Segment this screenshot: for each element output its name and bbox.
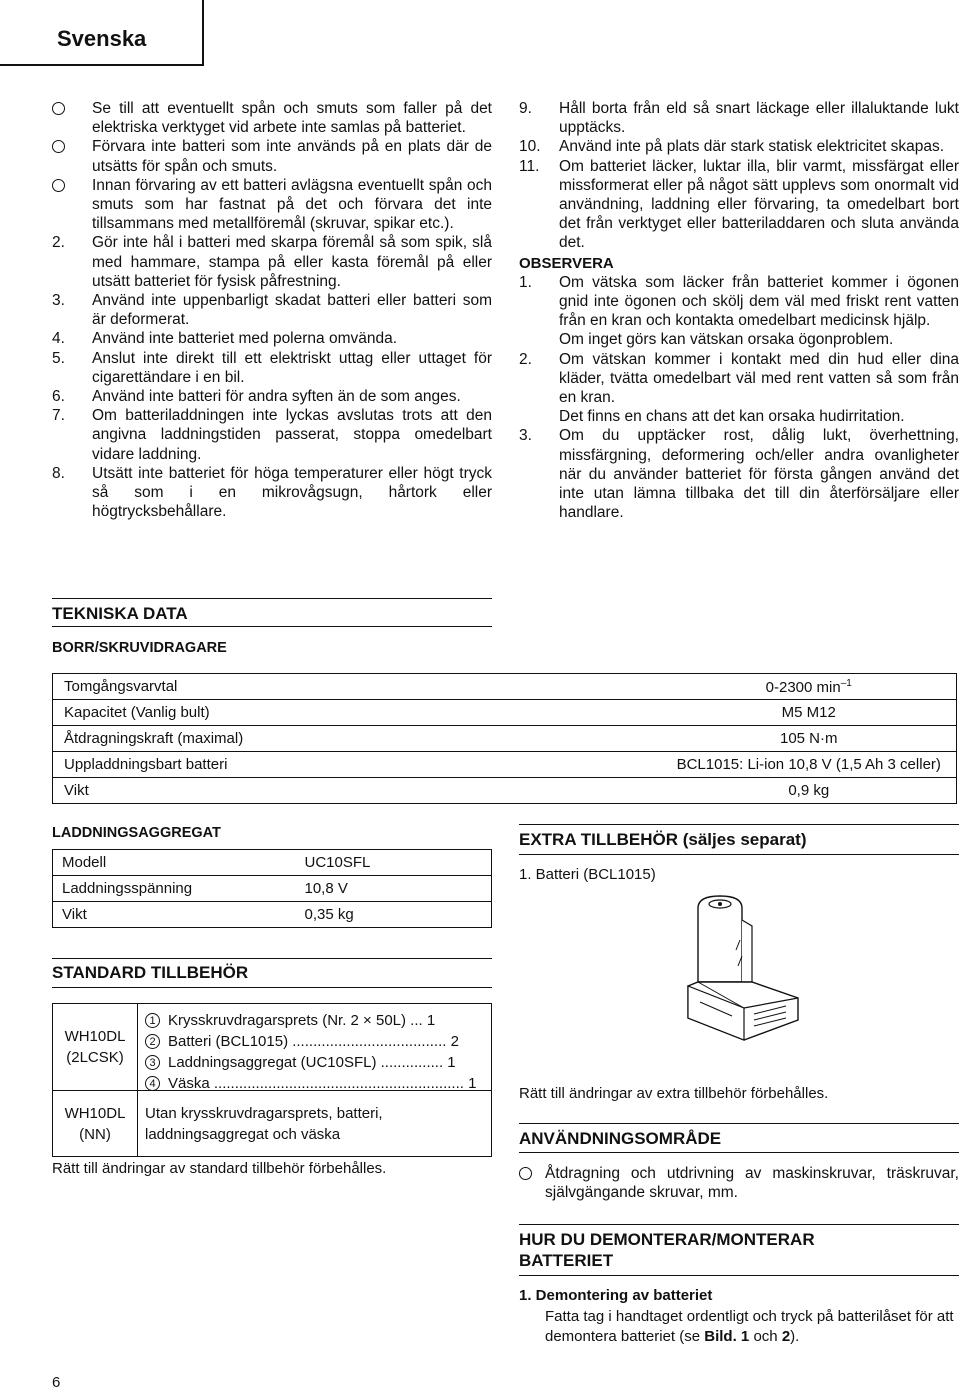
model1-line2: (2LCSK) xyxy=(66,1049,124,1066)
list-item xyxy=(52,329,492,348)
demontera-step-title: 1. Demontering av batteriet xyxy=(519,1287,713,1304)
item-text: Om vätskan kommer i kontakt med din hud eller dina kläder, tvätta omedelbart väl med rent vatten så som från en kran. xyxy=(559,350,959,407)
spec-label: Uppladdningsbart batteri xyxy=(53,752,303,778)
item-text: Anslut inte direkt till ett elektriskt uttag eller uttaget för cigarettändare i en bil. xyxy=(92,349,492,386)
bullet-circle-icon xyxy=(519,1167,532,1180)
list-item xyxy=(52,387,492,406)
item-text: Innan förvaring av ett batteri avlägsna eventuellt spån och smuts som har fastnat på det och förvara det inte tillsammans med metallföremål (skruvar, spikar etc.). xyxy=(92,176,492,233)
standard-title: STANDARD TILLBEHÖR xyxy=(52,963,249,982)
item-number: 6. xyxy=(52,388,65,406)
accessory-number: 1 xyxy=(145,1013,160,1028)
list-item xyxy=(52,137,492,175)
item-text: Om batteriladdningen inte lyckas avslutas trots att den angivna laddningstiden passerat, stoppa omedelbart vidare laddning. xyxy=(92,407,492,463)
laddning-value: 10,8 V xyxy=(253,876,492,902)
extra-item: 1. Batteri (BCL1015) xyxy=(519,866,656,883)
anvandning-text: Åtdragning och utdrivning av maskinskruvar, träskruvar, självgängande skruvar, mm. xyxy=(545,1165,959,1202)
observera-title: OBSERVERA xyxy=(519,254,614,272)
laddning-label: Modell xyxy=(53,850,253,876)
standard-items-2 xyxy=(145,1103,383,1145)
spec-value-text: 0,9 kg xyxy=(788,782,830,799)
table-row xyxy=(53,850,492,876)
item-number: 8. xyxy=(52,464,65,482)
table-row xyxy=(53,726,957,752)
item-text: Om batteriet läcker, luktar illa, blir varmt, missfärgat eller missformerat eller på något sätt upplevs som onormalt vid användning, laddning eller förvaring, ta omedelbart bort det från verktyget eller batteriladdaren och sluta använda det. xyxy=(559,157,959,252)
item-number: 4. xyxy=(52,330,65,348)
item-text: Gör inte hål i batteri med skarpa föremål så som spik, slå med hammare, stampa på eller kasta föremål på eller utsätt batteriet för fysisk påfrestning. xyxy=(92,234,492,290)
item-extra-text: Om inget görs kan vätskan orsaka ögonproblem. xyxy=(559,331,894,349)
laddning-value: UC10SFL xyxy=(253,850,492,876)
spec-value-sup: –1 xyxy=(840,677,852,689)
page-number: 6 xyxy=(52,1374,61,1391)
item-number: 9. xyxy=(519,100,532,117)
item-number: 1. xyxy=(519,273,532,291)
spec-label: Kapacitet (Vanlig bult) xyxy=(53,700,303,726)
anvandning-rule xyxy=(519,1123,959,1124)
accessory-item xyxy=(145,1010,476,1031)
spec-value xyxy=(303,674,957,700)
table-row xyxy=(53,876,492,902)
item-text: Förvara inte batteri som inte används på en plats där de utsätts för spån och smuts. xyxy=(92,138,492,175)
item-text: Håll borta från eld så snart läckage eller illaluktande lukt upptäcks. xyxy=(559,100,959,137)
spec-value-text: 0-2300 min xyxy=(765,678,841,696)
accessory-number: 3 xyxy=(145,1055,160,1070)
item-number: 7. xyxy=(52,407,65,425)
items2-line2: laddningsaggregat och väska xyxy=(145,1126,341,1143)
standard-note: Rätt till ändringar av standard tillbehör förbehålles. xyxy=(52,1160,387,1177)
laddning-label: Vikt xyxy=(53,902,253,928)
list-item xyxy=(519,350,959,427)
accessory-text: Batteri (BCL1015) ..................................... 2 xyxy=(168,1033,459,1050)
spec-value-text: M5 M12 xyxy=(781,704,836,721)
model1-line1: WH10DL xyxy=(64,1028,126,1045)
extra-title: EXTRA TILLBEHÖR (säljes separat) xyxy=(519,830,807,849)
list-item xyxy=(519,426,959,522)
items2-line1: Utan krysskruvdragarsprets, batteri, xyxy=(145,1105,383,1122)
standard-rule xyxy=(52,958,492,959)
item-text: Se till att eventuellt spån och smuts som faller på det elektriska verktyget vid arbete inte samlas på batteriet. xyxy=(92,100,492,137)
extra-note: Rätt till ändringar av extra tillbehör förbehålles. xyxy=(519,1085,829,1102)
model2-line1: WH10DL xyxy=(64,1105,126,1122)
standard-model-2 xyxy=(53,1103,137,1145)
list-item xyxy=(52,99,492,137)
list-item xyxy=(519,137,959,156)
accessory-text: Krysskruvdragarsprets (Nr. 2 × 50L) ... 1 xyxy=(168,1012,436,1029)
right-column xyxy=(519,99,959,522)
tekniska-title: TEKNISKA DATA xyxy=(52,604,188,623)
item-number: 10. xyxy=(519,138,541,156)
step-end: ). xyxy=(790,1327,800,1345)
spec-value xyxy=(303,700,957,726)
list-item xyxy=(519,157,959,253)
accessory-number: 2 xyxy=(145,1034,160,1049)
spec-value-text: 105 N·m xyxy=(779,730,838,747)
table-row xyxy=(53,902,492,928)
item-number: 11. xyxy=(519,157,540,175)
list-item xyxy=(52,464,492,522)
item-text: Använd inte batteriet med polerna omvända. xyxy=(92,330,398,348)
spec-value xyxy=(303,726,957,752)
anvandning-item xyxy=(519,1164,959,1202)
anvandning-title: ANVÄNDNINGSOMRÅDE xyxy=(519,1129,722,1148)
page-language-title: Svenska xyxy=(57,26,147,51)
spec-value xyxy=(303,778,957,804)
bullet-circle-icon xyxy=(52,176,65,197)
item-number: 2. xyxy=(519,350,532,368)
standard-rule-2 xyxy=(52,987,492,988)
spec-value xyxy=(303,752,957,778)
item-text: Om vätska som läcker från batteriet kommer i ögonen gnid inte ögonen och skölj dem väl med friskt rent vatten från en kran och kontakta omedelbart medicinsk hjälp. xyxy=(559,273,959,330)
item-text: Använd inte på plats där stark statisk elektricitet skapas. xyxy=(559,138,945,156)
step-och: och xyxy=(749,1327,782,1345)
laddning-table xyxy=(52,849,492,928)
step-text: Fatta tag i handtaget ordentligt och tryck på batterilåset för att demontera batteriet (se xyxy=(545,1308,954,1345)
accessory-item xyxy=(145,1052,476,1073)
accessory-item xyxy=(145,1073,476,1094)
list-item xyxy=(519,273,959,350)
bild-ref-2: 2 xyxy=(781,1327,791,1345)
item-text: Utsätt inte batteriet för höga temperaturer eller högt tryck så som i en mikrovågsugn, hårtork eller högtrycksbehållare. xyxy=(92,464,492,521)
laddning-label: Laddningsspänning xyxy=(53,876,253,902)
item-number: 3. xyxy=(52,292,65,310)
item-number: 5. xyxy=(52,349,65,367)
spec-label: Tomgångsvarvtal xyxy=(53,674,303,700)
accessory-text: Väska ............................................................ 1 xyxy=(168,1075,477,1092)
list-item xyxy=(519,99,959,137)
spec-label: Åtdragningskraft (maximal) xyxy=(53,726,303,752)
item-number: 3. xyxy=(519,427,532,445)
bild-ref: Bild. 1 xyxy=(704,1327,750,1345)
left-column xyxy=(52,99,492,521)
tekniska-subtitle: BORR/SKRUVIDRAGARE xyxy=(52,640,227,656)
standard-model-1 xyxy=(53,1026,137,1068)
item-text: Om du upptäcker rost, dålig lukt, överhettning, missfärgning, deformering och/eller andra ovanligheter när du använder batteriet för första gången använd det inte utan lämna tillbaka det till din återförsäljare eller handlare. xyxy=(559,427,959,522)
accessory-number: 4 xyxy=(145,1076,160,1091)
extra-rule-2 xyxy=(519,854,959,855)
table-row xyxy=(53,700,957,726)
item-text: Använd inte uppenbarligt skadat batteri eller batteri som är deformerat. xyxy=(92,292,492,329)
bullet-circle-icon xyxy=(52,99,65,120)
spec-value-text: BCL1015: Li-ion 10,8 V (1,5 Ah 3 celler) xyxy=(676,756,941,773)
table-row xyxy=(53,778,957,804)
model2-line2: (NN) xyxy=(79,1126,111,1143)
laddning-title: LADDNINGSAGGREGAT xyxy=(52,825,221,841)
spec-label: Vikt xyxy=(53,778,303,804)
demontera-title: HUR DU DEMONTERAR/MONTERAR BATTERIET xyxy=(519,1230,815,1270)
item-number: 2. xyxy=(52,234,65,252)
standard-box xyxy=(52,1003,492,1157)
accessory-text: Laddningsaggregat (UC10SFL) ............... 1 xyxy=(168,1054,456,1071)
demontera-step-text xyxy=(545,1307,959,1346)
tekniska-rule xyxy=(52,598,492,599)
extra-rule xyxy=(519,824,959,825)
tekniska-rule-2 xyxy=(52,626,492,627)
battery-illustration xyxy=(680,890,820,1060)
table-row xyxy=(53,752,957,778)
list-item xyxy=(52,176,492,234)
demontera-rule-2 xyxy=(519,1275,959,1276)
item-extra-text: Det finns en chans att det kan orsaka hudirritation. xyxy=(559,408,905,426)
accessory-item xyxy=(145,1031,476,1052)
list-item xyxy=(52,406,492,464)
list-item xyxy=(52,291,492,329)
table-row xyxy=(53,674,957,700)
standard-box-divider-v xyxy=(137,1004,138,1156)
tekniska-table xyxy=(52,673,957,804)
anvandning-rule-2 xyxy=(519,1152,959,1153)
list-item xyxy=(52,349,492,387)
item-text: Använd inte batteri för andra syften än de som anges. xyxy=(92,388,461,406)
list-item xyxy=(52,233,492,291)
laddning-value: 0,35 kg xyxy=(253,902,492,928)
standard-items-1 xyxy=(145,1010,476,1094)
bullet-circle-icon xyxy=(52,137,65,158)
demontera-rule xyxy=(519,1224,959,1225)
